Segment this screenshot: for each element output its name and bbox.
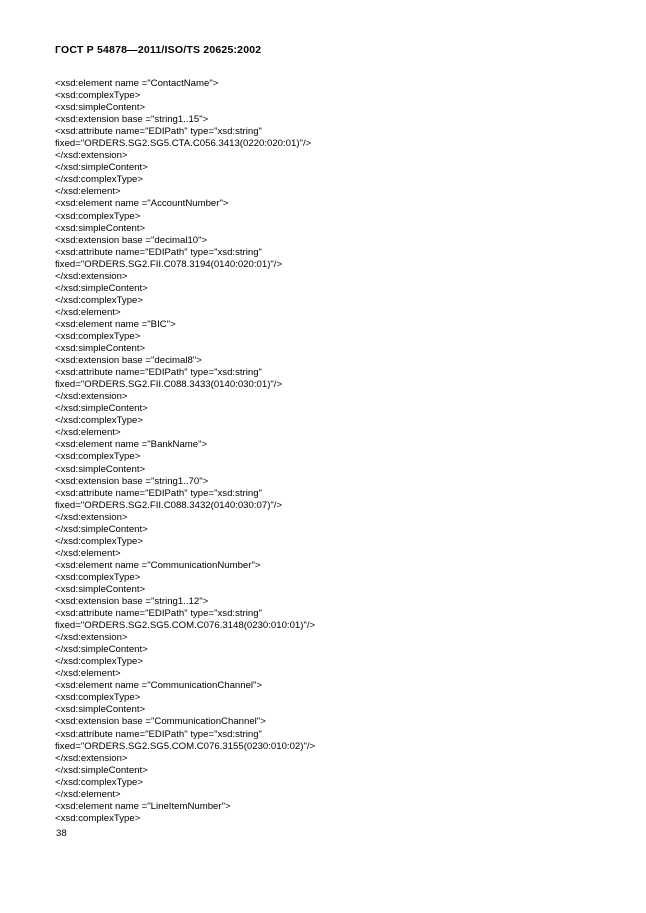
code-line: <xsd:complexType>: [55, 210, 141, 222]
code-line: </xsd:complexType>: [55, 174, 143, 186]
code-line: <xsd:attribute name="EDIPath" type="xsd:string": [55, 608, 262, 620]
code-line: </xsd:element>: [55, 547, 121, 559]
code-line: </xsd:simpleContent>: [55, 282, 148, 294]
code-line: <xsd:element name ="CommunicationNumber">: [55, 559, 261, 571]
code-line: <xsd:complexType>: [55, 692, 141, 704]
code-line: <xsd:simpleContent>: [55, 463, 146, 475]
code-line: <xsd:complexType>: [55, 812, 141, 824]
code-line: </xsd:element>: [55, 186, 121, 198]
code-line: <xsd:attribute name="EDIPath" type="xsd:string": [55, 126, 262, 138]
code-line: </xsd:simpleContent>: [55, 403, 148, 415]
code-line: </xsd:element>: [55, 668, 121, 680]
code-line: <xsd:extension base ="decimal8">: [55, 355, 202, 367]
code-line: </xsd:complexType>: [55, 294, 143, 306]
code-line: <xsd:complexType>: [55, 330, 141, 342]
code-line: <xsd:element name ="AccountNumber">: [55, 198, 229, 210]
code-line: <xsd:extension base ="CommunicationChannel">: [55, 716, 266, 728]
code-line: <xsd:simpleContent>: [55, 222, 146, 234]
code-line: fixed="ORDERS.SG2.SG5.COM.C076.3155(0230:010:02)"/>: [55, 740, 316, 752]
code-line: <xsd:element name ="ContactName">: [55, 78, 219, 89]
code-line: fixed="ORDERS.SG2.FII.C078.3194(0140:020:01)"/>: [55, 258, 283, 270]
code-line: <xsd:complexType>: [55, 571, 141, 583]
code-line: </xsd:complexType>: [55, 656, 143, 668]
code-line: <xsd:extension base ="string1..15">: [55, 114, 209, 126]
code-line: </xsd:complexType>: [55, 776, 143, 788]
code-line: <xsd:element name ="BIC">: [55, 318, 176, 330]
code-line: </xsd:complexType>: [55, 415, 143, 427]
code-line: <xsd:simpleContent>: [55, 343, 146, 355]
code-line: </xsd:simpleContent>: [55, 162, 148, 174]
code-line: </xsd:simpleContent>: [55, 644, 148, 656]
code-line: fixed="ORDERS.SG2.FII.C088.3432(0140:030:07)"/>: [55, 499, 283, 511]
code-line: <xsd:attribute name="EDIPath" type="xsd:string": [55, 487, 262, 499]
code-line: </xsd:simpleContent>: [55, 764, 148, 776]
code-line: </xsd:extension>: [55, 150, 128, 162]
code-line: <xsd:attribute name="EDIPath" type="xsd:string": [55, 728, 262, 740]
code-line: fixed="ORDERS.SG2.FII.C088.3433(0140:030:01)"/>: [55, 379, 283, 391]
code-line: fixed="ORDERS.SG2.SG5.CTA.C056.3413(0220:020:01)"/>: [55, 138, 312, 150]
code-line: </xsd:element>: [55, 788, 121, 800]
code-line: <xsd:attribute name="EDIPath" type="xsd:string": [55, 246, 262, 258]
code-line: </xsd:extension>: [55, 270, 128, 282]
code-line: fixed="ORDERS.SG2.SG5.COM.C076.3148(0230:010:01)"/>: [55, 620, 316, 632]
code-line: <xsd:complexType>: [55, 451, 141, 463]
code-line: <xsd:simpleContent>: [55, 704, 146, 716]
code-line: </xsd:extension>: [55, 632, 128, 644]
code-line: <xsd:simpleContent>: [55, 102, 146, 114]
code-line: </xsd:element>: [55, 306, 121, 318]
code-line: <xsd:simpleContent>: [55, 583, 146, 595]
page-number: 38: [56, 828, 67, 839]
code-line: </xsd:extension>: [55, 752, 128, 764]
code-line: <xsd:element name ="LineItemNumber">: [55, 800, 231, 812]
code-line: </xsd:simpleContent>: [55, 523, 148, 535]
code-line: </xsd:element>: [55, 427, 121, 439]
code-line: </xsd:extension>: [55, 511, 128, 523]
page-header: ГОСТ Р 54878—2011/ISO/TS 20625:2002: [55, 44, 262, 56]
code-line: <xsd:element name ="BankName">: [55, 439, 208, 451]
code-line: </xsd:extension>: [55, 391, 128, 403]
code-line: <xsd:attribute name="EDIPath" type="xsd:string": [55, 367, 262, 379]
code-line: <xsd:extension base ="decimal10">: [55, 234, 208, 246]
code-line: <xsd:extension base ="string1..12">: [55, 596, 209, 608]
code-line: <xsd:extension base ="string1..70">: [55, 475, 209, 487]
code-line: <xsd:complexType>: [55, 90, 141, 102]
code-line: <xsd:element name ="CommunicationChannel">: [55, 680, 263, 692]
code-line: </xsd:complexType>: [55, 535, 143, 547]
code-block: [55, 78, 595, 825]
